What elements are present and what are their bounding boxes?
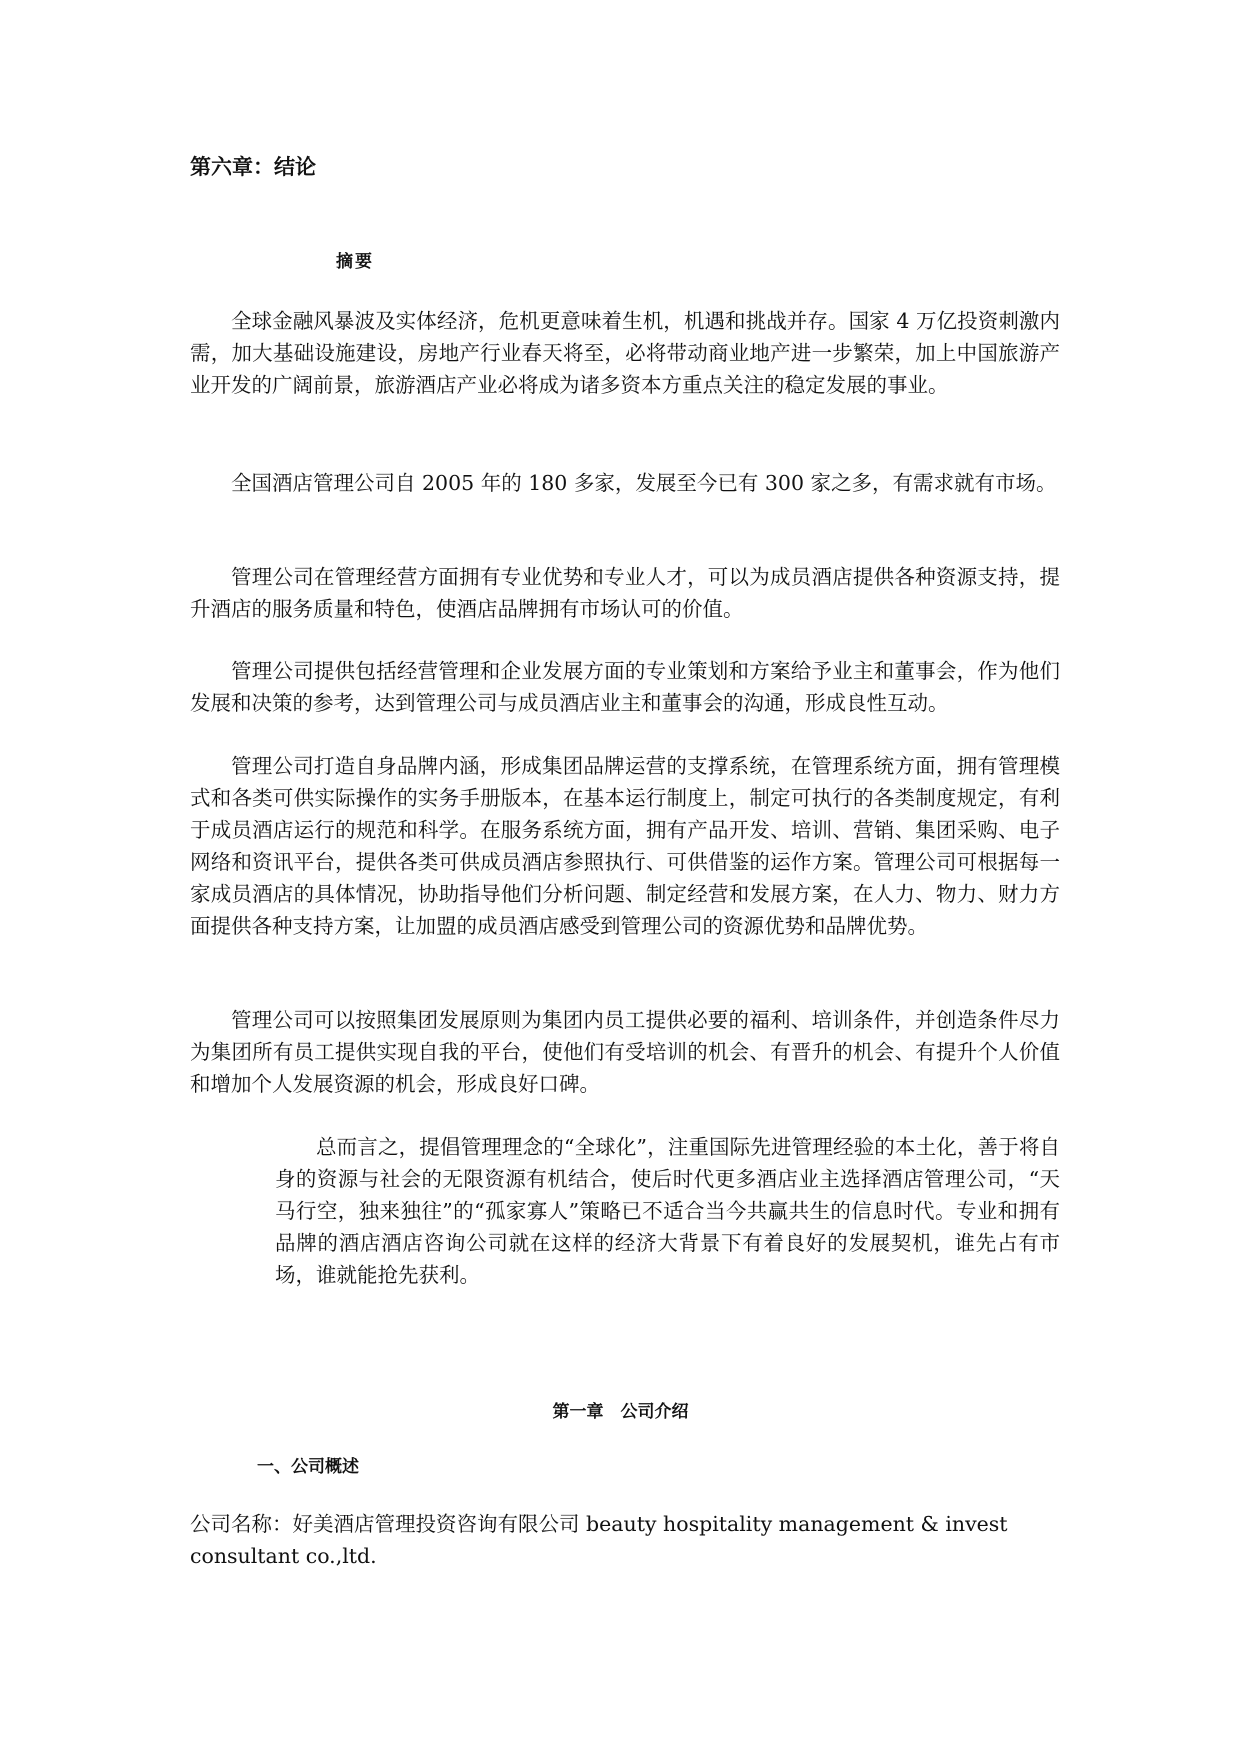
abstract-title: 摘要 bbox=[336, 252, 374, 272]
company-name-line: 公司名称：好美酒店管理投资咨询有限公司 beauty hospitality management & invest consultant co.,ltd. bbox=[190, 1512, 1008, 1568]
chapter-one-heading: 第一章 公司介绍 bbox=[552, 1402, 689, 1422]
abstract-paragraph-4: 管理公司提供包括经营管理和企业发展方面的专业策划和方案给予业主和董事会，作为他们发展和决策的参考，达到管理公司与成员酒店业主和董事会的沟通，形成良性互动。 bbox=[190, 659, 1060, 715]
abstract-paragraph-5: 管理公司打造自身品牌内涵，形成集团品牌运营的支撑系统，在管理系统方面，拥有管理模式和各类可供实际操作的实务手册版本，在基本运行制度上，制定可执行的各类制度规定，有利于成员酒店运行的规范和科学。在服务系统方面，拥有产品开发、培训、营销、集团采购、电子网络和资讯平台，提供各类可供成员酒店参照执行、可供借鉴的运作方案。管理公司可根据每一家成员酒店的具体情况，协助指导他们分析问题、制定经营和发展方案，在人力、物力、财力方面提供各种支持方案，让加盟的成员酒店感受到管理公司的资源优势和品牌优势。 bbox=[190, 754, 1060, 938]
abstract-paragraph-3: 管理公司在管理经营方面拥有专业优势和专业人才，可以为成员酒店提供各种资源支持，提升酒店的服务质量和特色，使酒店品牌拥有市场认可的价值。 bbox=[190, 565, 1060, 621]
chapter-six-heading: 第六章：结论 bbox=[190, 154, 316, 179]
abstract-paragraph-6: 管理公司可以按照集团发展原则为集团内员工提供必要的福利、培训条件，并创造条件尽力为集团所有员工提供实现自我的平台，使他们有受培训的机会、有晋升的机会、有提升个人价值和增加个人发展资源的机会，形成良好口碑。 bbox=[190, 1008, 1060, 1096]
section-one-heading: 一、公司概述 bbox=[257, 1457, 359, 1477]
abstract-paragraph-2: 全国酒店管理公司自 2005 年的 180 多家，发展至今已有 300 家之多，有需求就有市场。 bbox=[231, 471, 1057, 495]
abstract-paragraph-1: 全球金融风暴波及实体经济，危机更意味着生机，机遇和挑战并存。国家 4 万亿投资刺激内需，加大基础设施建设，房地产行业春天将至，必将带动商业地产进一步繁荣，加上中国旅游产业开发的广阔前景，旅游酒店产业必将成为诸多资本方重点关注的稳定发展的事业。 bbox=[190, 309, 1060, 397]
summary-paragraph: 总而言之，提倡管理理念的“全球化”，注重国际先进管理经验的本土化，善于将自身的资源与社会的无限资源有机结合，使后时代更多酒店业主选择酒店管理公司，“天马行空，独来独往”的“孤家寡人”策略已不适合当今共赢共生的信息时代。专业和拥有品牌的酒店酒店咨询公司就在这样的经济大背景下有着良好的发展契机，谁先占有市场，谁就能抢先获利。 bbox=[275, 1135, 1060, 1287]
